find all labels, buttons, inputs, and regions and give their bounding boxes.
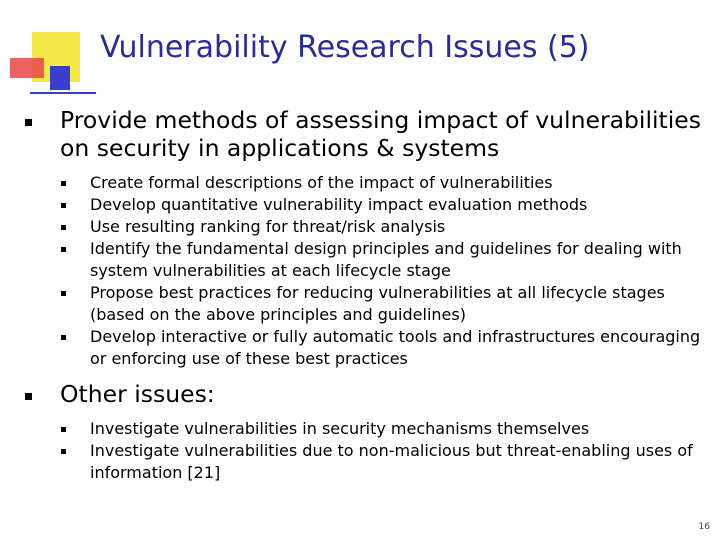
square-bullet-icon [25, 393, 32, 400]
sub-bullet-list [25, 418, 705, 484]
list-item-text: Investigate vulnerabilities due to non-malicious but threat-enabling uses of information [21] [90, 441, 693, 482]
square-bullet-icon [25, 119, 32, 126]
list-item [25, 216, 705, 238]
list-item-text: Develop interactive or fully automatic tools and infrastructures encouraging or enforcing use of these best practices [90, 327, 701, 368]
list-item [25, 194, 705, 216]
section-heading [25, 106, 705, 162]
list-item-text: Develop quantitative vulnerability impact evaluation methods [90, 195, 588, 214]
square-bullet-icon [61, 181, 66, 186]
logo-blue-line [30, 92, 96, 94]
square-bullet-icon [61, 247, 66, 252]
list-item [25, 440, 705, 484]
square-bullet-icon [61, 449, 66, 454]
list-item-text: Propose best practices for reducing vulnerabilities at all lifecycle stages (based on the above principles and guidelines) [90, 283, 665, 324]
section-heading [25, 380, 705, 408]
square-bullet-icon [61, 427, 66, 432]
slide-content [25, 106, 705, 494]
list-item [25, 418, 705, 440]
square-bullet-icon [61, 291, 66, 296]
square-bullet-icon [61, 203, 66, 208]
sub-bullet-list [25, 172, 705, 370]
logo-red-bar [10, 58, 44, 78]
list-item-text: Investigate vulnerabilities in security mechanisms themselves [90, 419, 590, 438]
list-item [25, 172, 705, 194]
list-item [25, 282, 705, 326]
decorative-logo-squares [10, 30, 90, 100]
page-number: 16 [698, 522, 710, 532]
logo-blue-square [50, 66, 70, 90]
list-item-text: Create formal descriptions of the impact of vulnerabilities [90, 173, 553, 192]
list-item-text: Use resulting ranking for threat/risk analysis [90, 217, 446, 236]
list-item-text: Identify the fundamental design principles and guidelines for dealing with system vulnerabilities at each lifecycle stage [90, 239, 682, 280]
list-item [25, 326, 705, 370]
square-bullet-icon [61, 225, 66, 230]
list-item [25, 238, 705, 282]
section-heading-text: Provide methods of assessing impact of vulnerabilities on security in applications & systems [60, 106, 701, 162]
square-bullet-icon [61, 335, 66, 340]
section-heading-text: Other issues: [60, 380, 215, 408]
slide-title: Vulnerability Research Issues (5) [100, 30, 590, 65]
